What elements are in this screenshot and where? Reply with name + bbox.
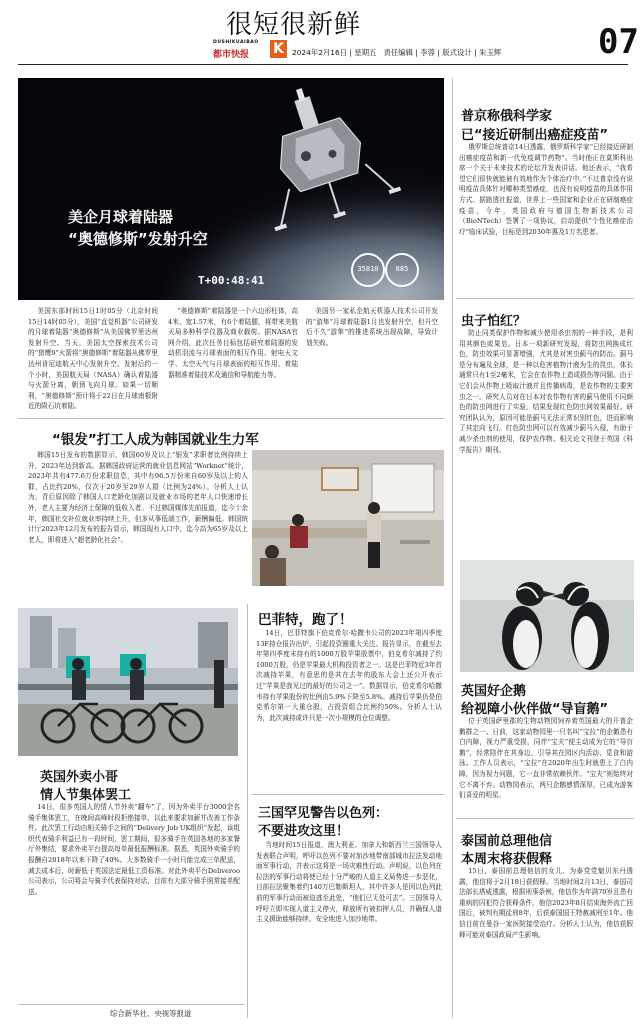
korea-rule (18, 418, 444, 419)
countdown-readout: T+00:48:41 (198, 274, 265, 287)
penguin-photo (460, 560, 634, 672)
penguin-headline-2: 给视障小伙伴做“导盲鹅” (461, 702, 609, 717)
lander-photo (18, 78, 444, 300)
lander-body-col1: 美国东部时间15日1时05分（北京时间15日14时05分），美国“直觉机器”公司研发的月球着陆器“奥德修斯”从美国佛罗里达州发射升空。当天，美国太空探索技术公司的“猎鹰9”火箭将“奥德修斯”着陆器从佛罗里达州肯尼迪航天中心发射升空。发射后约一个小时，美国航天局（NASA）确认着陆器与火箭分离，朝预飞向月球。如果一切顺利，“奥德修斯”预计将于22日在月球南极附近的陨石坑着陆。 (28, 307, 158, 411)
thailand-headline-2: 本周末将获假释 (461, 852, 553, 867)
lander-headline-2: “奥德修斯”发射升空 (68, 230, 208, 248)
cyclone-headline-1: 三国罕见警告以色列： (258, 806, 389, 821)
thailand-body: 15日，泰国前总理他信的女儿、为泰党党魁贝东丹透露，他信将于2月18日获假释。当地时间2月13日，泰国司法部长塔威透露，根据刑事条例，他信作为年满70岁且患有重病的囚犯符合获释条件。他信2023年8月结束海外流亡回国后，被判有期徒刑8年，后获泰国国王特赦减刑至1年。他信目前在曼谷一家医院接受治疗。分析人士认为，他信获假释可能对泰国政局产生影响。 (459, 867, 633, 939)
deliveroo-headline-1: 英国外卖小哥 (40, 770, 119, 785)
credit-rule (18, 1004, 244, 1005)
deliveroo-headline-2: 情人节集体罢工 (40, 788, 132, 803)
lander-body-col3: 美国另一家私企航天机器人技术公司开发的“游隼”月球着陆器1月也发射升空，但升空后不久“游隼”的推进系统出现故障，导致计划失败。 (306, 307, 438, 347)
column-divider-right (452, 78, 453, 1018)
telemetry-value-2: 885 (395, 265, 409, 273)
logo-mark (270, 40, 287, 58)
korea-headline: “银发”打工人成为韩国就业生力军 (52, 432, 259, 448)
bugs-rule (456, 298, 634, 299)
telemetry-value-1: 35810 (357, 265, 379, 273)
russia-body: 俄罗斯总统普京14日透露，俄罗斯科学家“已经接近研制出癌症疫苗和新一代免疫调节药物”。当时他正在莫斯科出席一个关于未来技术的论坛并发表讲话。他还表示，“我希望它们很快就能被有效地作为个体治疗中。”不过普京没有说明疫苗具体针对哪种类型癌症，也没有说明疫苗的具体作用方式。据路透社报道，世界上一些国家和企业正在研制癌症疫苗，今年，英国政府与德国生物新技术公司（BioNTech）签署了一项协议，启动提供“个性化癌症治疗”临床试验，目标是到2030年惠及1万名患者。 (459, 143, 633, 236)
lander-body-col2: “奥德修斯”着陆器是一个六边形柱体，高4米，宽1.57米，有6个着陆腿，将带来美航天局多种科学仪器及商业载荷。据NASA官网介绍，此次任务目标包括研究着陆器的发动机羽流与月球表面的相互作用、射电天文学、太空天气与月球表面的相互作用、着陆器精准着陆技术及通信和导航能力等。 (168, 307, 298, 379)
thailand-headline-1: 泰国前总理他信 (461, 834, 553, 849)
bugs-headline: 虫子怕红？ (461, 314, 527, 329)
masthead-rule (18, 64, 628, 65)
cyclone-rule (252, 794, 444, 795)
korea-body: 韩国15日发布的数据显示，韩国60岁及以上“银发”求职者比例持续上升，2023年达到新高。据韩国政府运营的就业信息网站“Worknet”统计，2023年共有477.6万份求职信息，其中有96.5万份来自60岁及以上的人群，占比约20%，仅次于20岁至29岁人群（比例为24%）。分析人士认为，背后原因除了韩国人口老龄化加剧以及就业市场的老年人口快速增长外，老人主要为经济上保障的低收入者。不过韩国媒体先前报道，迄今十余年，韩国社交补位就业率持续上升，但多从事低端工作，薪酬偏低。韩国统计厅2023年12月发布的报告显示，韩国现有人口中，迄今高为65岁及以上老人，即将进入“超老龄化社会”。 (28, 451, 248, 544)
buffett-headline: 巴菲特，跑了！ (258, 612, 353, 628)
logo-name: 都市快报 (213, 50, 250, 60)
source-credit: 综合新华社、央视等报道 (110, 1009, 192, 1018)
korea-photo (252, 450, 444, 586)
page-number: 07 (598, 22, 639, 62)
date-info-line: 2024年2月16日 | 星期五 责任编辑 | 李蓉 | 版式设计 | 朱玉辉 (292, 48, 502, 57)
deliveroo-body: 14日，很多英国人的情人节外卖“翻车”了，因为外卖平台3000余名骑手集体罢工，在晚间高峰时段拒绝接单，以此来要求加薪并改善工作条件。此次罢工行动由相关骑手之间的“Delivery Job UK组织”发起，该组织代表骑手利益已有一段时间，罢工期间，很多骑手在英国各地的多家餐厅外集结，要求外卖平台提高每单最低报酬标准。据悉，英国外卖骑手的报酬自2018年以来下降了40%。大多数骑手一小时只能完成三单配送，减去成本后，时薪低于英国法定最低工资标准。对此外卖平台Deliveroo公司表示，公司将会与骑手代表保持对话，目前有大部分骑手照常接单配送。 (28, 803, 240, 896)
russia-headline-1: 普京称俄科学家 (461, 109, 553, 124)
penguin-body: 位于英国萨里郡的生物动物园饲养着英国最大的开普企鹅群之一。日前，这家动物园里一只名叫“宝拉”的企鹅患有白内障，视力严重受损，同伴“宝夫”便主动成为它的“导盲鹅”，经常陪伴在其身边，引导其在园区内活动、觅食和游泳。工作人员表示，“宝拉”在2020年出生时就患上了白内障，因为视力问题，它一直非常依赖伙伴。“宝夫”则始终对它不离不弃。动物园表示，两只企鹅感情深厚，已成为游客们喜爱的明星。 (459, 717, 633, 800)
thailand-rule (456, 818, 634, 819)
buffett-body: 14日，巴菲特旗下伯克希尔·哈撒韦公司的2023年第四季度13F持仓报告出炉，引起投资圈重大关注。报告显示，在截至去年第四季度末持有的1000万股苹果股票中，伯克希尔减持了约1000万股，仍是苹果最大机构投资者之一。这是巴菲特近3年首次减持苹果，有意思的是其在去年的股东大会上还公开表示过“苹果是我见过的最好的公司之一”。数据显示，伯克希尔哈撒韦持有苹果股份的比例由5.9%下降至5.8%。减持后苹果仍是伯克希尔第一大重仓股，占投资组合比例约50%。分析人士认为，此次减持或许只是一次小规模的仓位调整。 (256, 629, 442, 722)
logo (213, 40, 271, 60)
logo-pinyin: DUSHIKUAIBAO (213, 40, 259, 45)
cyclone-headline-2: 不要进攻这里！ (258, 824, 350, 839)
russia-headline-2: 已“接近研制出癌症疫苗” (461, 128, 609, 143)
section-title: 很短很新鲜 (226, 10, 362, 40)
logo-mark-letter: K (273, 41, 284, 57)
delivery-photo (18, 608, 238, 756)
column-divider-middle (247, 604, 248, 1018)
penguin-headline-1: 英国好企鹅 (461, 684, 527, 699)
cyclone-body: 当地时间15日报道，澳大利亚、加拿大和新西兰三国领导人发表联合声明，呼吁以色列不要对加沙地带南部城市拉法发动地面军事行动，并表示这将是一场灾难性行动。声明说，以色列在拉法的军事行动将使已经十分严峻的人道主义局势进一步恶化，目前拉法聚集着约140万巴勒斯坦人，其中许多人是因以色列此前的军事行动而被迫逃至此处，“他们已无处可去”。三国领导人呼吁立即实现人道主义停火，释放所有被扣押人员，并确保人道主义援助能够持续、安全地进入加沙地带。 (256, 841, 442, 924)
bugs-body: 防止同类保护作物和减少使用杀虫剂的一种手段，是利用其颜色或果皂。日本一项新研究发现，将防虫网换成红色，防虫效果可显著增强，尤其是对害虫蓟马的防治。蓟马是分布遍及全球，是一种以危害植物汁液为生的昆虫，体长通常只有1至2毫米，它会在农作物上造成损伤等问题。由于它们会从作物上吸取汁液并且传播病毒，是农作物的主要害虫之一。研究人员对在日本对农作物有害的蓟马使用不同颜色的防虫网进行了实验，结果发现红色防虫网效果最好。研究团队认为，原因可能是蓟马无法正常识别红色，进而影响了其定向飞行。红色防虫网可以有效减少蓟马入侵，有助于减少杀虫剂的使用，保护农作物。相关论文刊登于英国《科学报告》期刊。 (459, 329, 633, 454)
lander-headline-1: 美企月球着陆器 (68, 208, 174, 226)
